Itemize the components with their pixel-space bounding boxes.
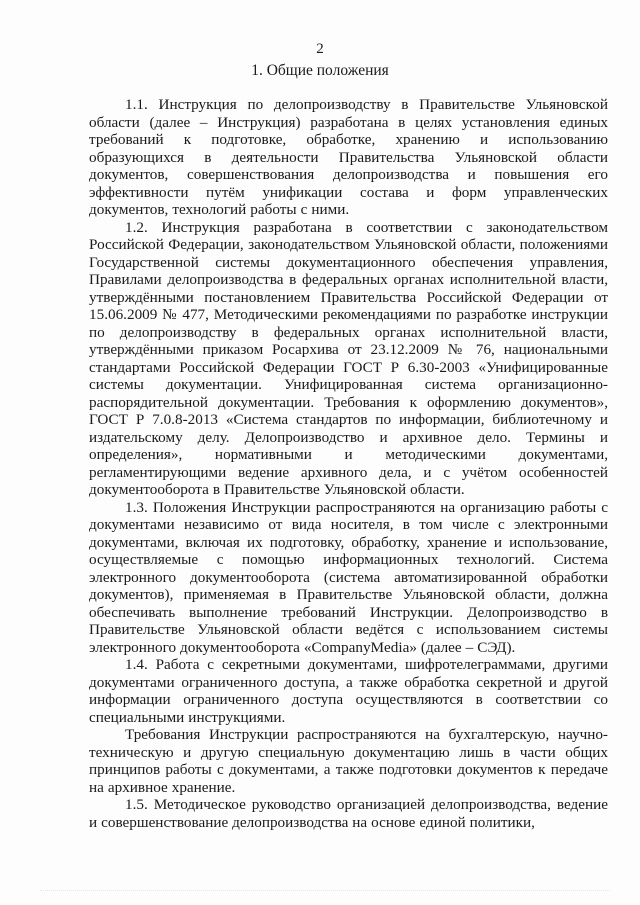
paragraph-requirements: Требования Инструкции распространяются на бухгалтерскую, научно-техническую и другую специальную документацию лишь в части общих принципов работы с документами, а также подготовки документов к передаче на архивное хранение. [89,726,608,796]
paragraph-1-1: 1.1. Инструкция по делопроизводству в Правительстве Ульяновской области (далее – Инструкция) разработана в целях установления единых требований к подготовке, обработке, хранению и использованию образующихся в деятельности Правительства Ульяновской области документов, совершенствования делопроизводства и повышения его эффективности путём унификации состава и форм управленческих документов, технологий работы с ними. [89,96,608,218]
page-number: 2 [316,41,324,57]
scan-edge-artifact [40,890,610,892]
paragraph-1-2: 1.2. Инструкция разработана в соответствии с законодательством Российской Федерации, законодательством Ульяновской области, положениями Государственной системы документационного обеспечения управления, Правилами делопроизводства в федеральных органах исполнительной власти, утверждёнными постановлением Правительства Российской Федерации от 15.06.2009 № 477, Методическими рекомендациями по разработке инструкции по делопроизводству в федеральных органах исполнительной власти, утверждёнными приказом Росархива от 23.12.2009 № 76, национальными стандартами Российской Федерации ГОСТ Р 6.30-2003 «Унифицированные системы документации. Унифицированная система организационно-распорядительной документации. Требования к оформлению документов», ГОСТ Р 7.0.8-2013 «Система стандартов по информации, библиотечному и издательскому делу. Делопроизводство и архивное дело. Термины и определения», нормативными и методическими документами, регламентирующими ведение архивного дела, и с учётом особенностей документооборота в Правительстве Ульяновской области. [89,218,608,498]
paragraph-1-4: 1.4. Работа с секретными документами, шифротелеграммами, другими документами ограниченного доступа, а также обработка секретной и другой информации ограниченного доступа осуществляются в соответствии со специальными инструкциями. [89,656,608,726]
paragraph-1-5: 1.5. Методическое руководство организацией делопроизводства, ведение и совершенствование делопроизводства на основе единой политики, [89,796,608,831]
paragraph-1-3: 1.3. Положения Инструкции распространяются на организацию работы с документами независимо от вида носителя, в том числе с электронными документами, включая их подготовку, обработку, хранение и использование, осуществляемые с помощью информационных технологий. Система электронного документооборота (система автоматизированной обработки документов), применяемая в Правительстве Ульяновской области, должна обеспечивать выполнение требований Инструкции. Делопроизводство в Правительстве Ульяновской области ведётся с использованием системы электронного документооборота «CompanyMedia» (далее – СЭД). [89,498,608,656]
body-text [89,96,608,831]
section-title: 1. Общие положения [251,62,389,79]
